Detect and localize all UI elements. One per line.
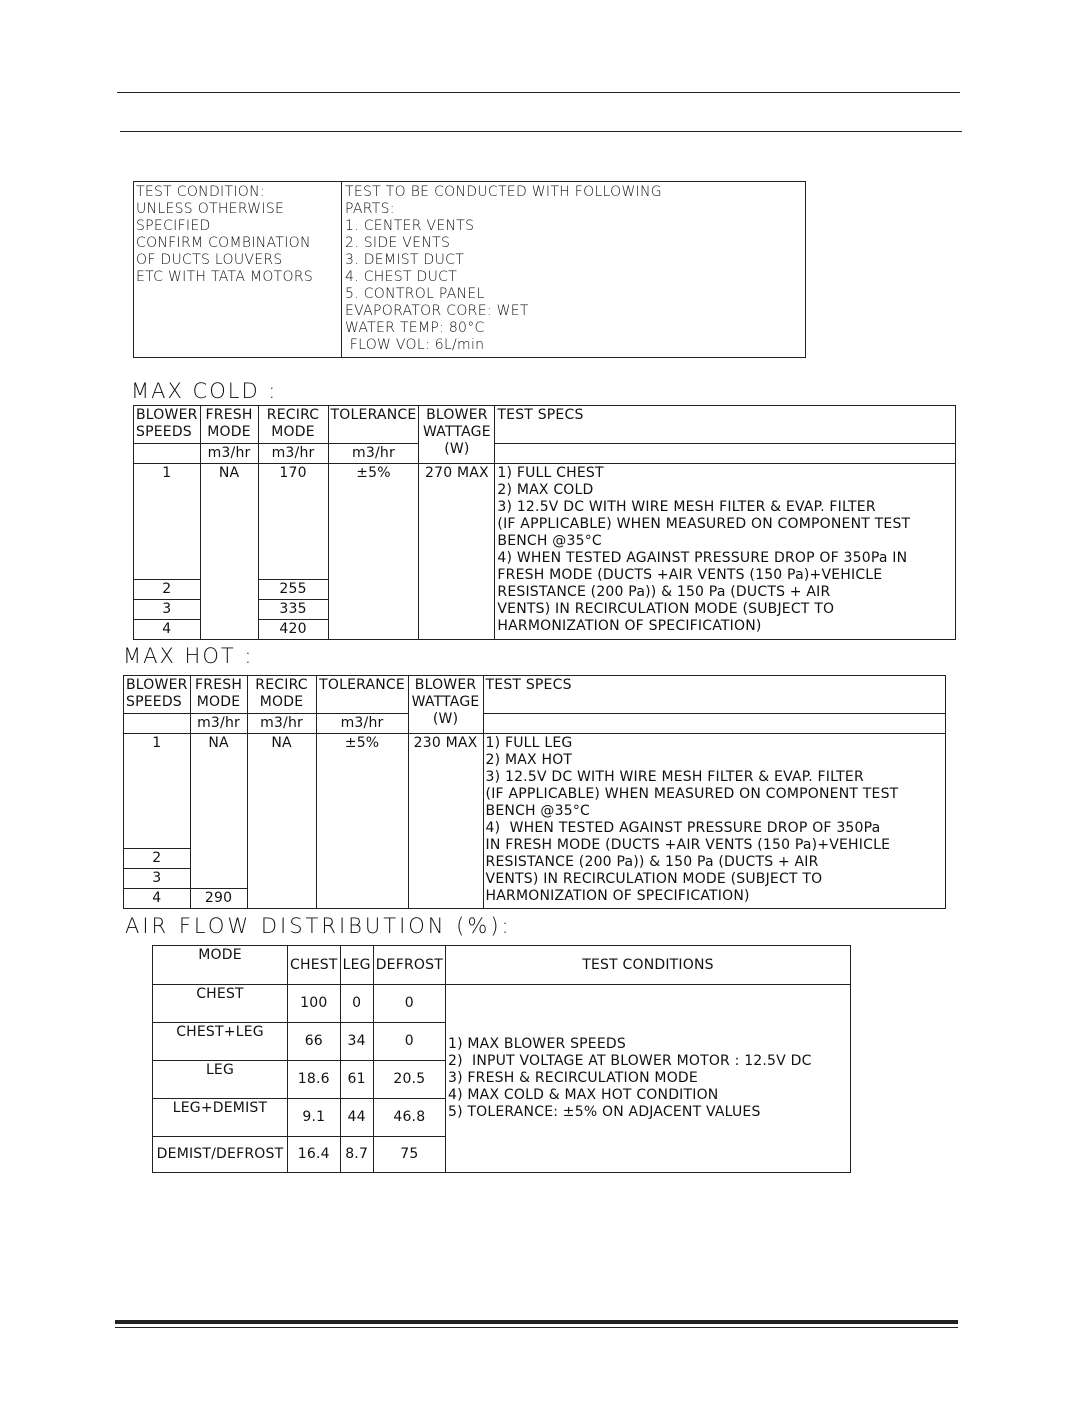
tc-right-line: FLOW VOL: 6L/min	[345, 337, 485, 353]
hot-speed-1: 1	[124, 734, 191, 849]
af-hdr-mode: MODE	[153, 946, 288, 985]
tc-left-line: OF DUCTS LOUVERS	[136, 252, 283, 268]
tc-left-line: ETC WITH TATA MOTORS	[136, 269, 314, 285]
unit-fresh: m3/hr	[200, 444, 258, 464]
hdr-text: FRESH	[195, 677, 243, 693]
hdr-text: (W)	[444, 441, 470, 457]
hot-hdr-test-specs: TEST SPECS	[483, 676, 945, 714]
spec-line: BENCH @35°C	[497, 533, 602, 549]
spec-line: 3) 12.5V DC WITH WIRE MESH FILTER & EVAP. FILTER	[485, 769, 864, 785]
hot-unit-recirc: m3/hr	[247, 714, 316, 734]
spec-line: RESISTANCE (200 Pa)) & 150 Pa (DUCTS + AIR	[485, 854, 819, 870]
condition-line: 3) FRESH & RECIRCULATION MODE	[447, 1070, 698, 1086]
max-cold-table	[133, 405, 956, 640]
cold-speed-3: 3	[134, 600, 201, 620]
hot-hdr-blower-wattage	[408, 676, 483, 734]
condition-line: 1) MAX BLOWER SPEEDS	[447, 1036, 626, 1052]
tc-right-line: 5. CONTROL PANEL	[345, 286, 485, 302]
af-leg-2: 34	[340, 1023, 373, 1061]
tc-right-line: 1. CENTER VENTS	[345, 218, 475, 234]
tc-left-line: UNLESS OTHERWISE	[136, 201, 285, 217]
cold-speed-1: 1	[134, 464, 201, 580]
spec-line: (IF APPLICABLE) WHEN MEASURED ON COMPONENT TEST	[485, 786, 899, 802]
hdr-text: BLOWER	[126, 677, 188, 693]
footer-rule-thick	[115, 1320, 958, 1324]
hdr-text: FRESH	[205, 407, 253, 423]
tc-right-line: 3. DEMIST DUCT	[345, 252, 465, 268]
spec-line: 3) 12.5V DC WITH WIRE MESH FILTER & EVAP. FILTER	[497, 499, 876, 515]
max-hot-title: MAX HOT :	[123, 644, 254, 668]
test-condition-divider	[341, 182, 342, 357]
hdr-test-specs: TEST SPECS	[495, 406, 956, 444]
condition-line: 5) TOLERANCE: ±5% ON ADJACENT VALUES	[447, 1104, 761, 1120]
cold-specs	[495, 464, 956, 640]
hdr-blower-wattage	[419, 406, 495, 464]
unit-specs-blank	[495, 444, 956, 464]
cold-speed-4: 4	[134, 620, 201, 640]
hdr-recirc-mode	[258, 406, 328, 444]
af-defrost-5: 75	[373, 1137, 445, 1173]
hot-speed-4: 4	[124, 889, 191, 909]
af-conditions	[445, 985, 850, 1173]
tc-left-line: CONFIRM COMBINATION	[136, 235, 311, 251]
af-mode-5: DEMIST/DEFROST	[153, 1137, 288, 1173]
hot-hdr-recirc-mode	[247, 676, 316, 714]
hdr-text: MODE	[271, 424, 315, 440]
af-defrost-4: 46.8	[373, 1099, 445, 1137]
hdr-text: MODE	[207, 424, 251, 440]
spec-line: IN FRESH MODE (DUCTS +AIR VENTS (150 Pa)+VEHICLE	[485, 837, 891, 853]
spec-line: 2) MAX HOT	[485, 752, 573, 768]
hot-fresh-4: 290	[190, 889, 247, 909]
hot-hdr-tolerance: TOLERANCE	[316, 676, 408, 714]
hdr-text: RECIRC	[266, 407, 320, 423]
header-rule-top	[117, 92, 960, 93]
af-leg-4: 44	[340, 1099, 373, 1137]
spec-line: (IF APPLICABLE) WHEN MEASURED ON COMPONENT TEST	[497, 516, 911, 532]
spec-line: 4) WHEN TESTED AGAINST PRESSURE DROP OF 350Pa IN	[497, 550, 908, 566]
hot-wattage-1: 230 MAX	[408, 734, 483, 909]
hot-unit-fresh: m3/hr	[190, 714, 247, 734]
test-condition-right	[345, 184, 662, 354]
af-defrost-3: 20.5	[373, 1061, 445, 1099]
unit-recirc: m3/hr	[258, 444, 328, 464]
af-leg-3: 61	[340, 1061, 373, 1099]
spec-line: 1) FULL LEG	[485, 735, 573, 751]
hdr-blower-speeds	[134, 406, 201, 444]
hdr-text: SPEEDS	[126, 694, 182, 710]
spec-line: BENCH @35°C	[485, 803, 591, 819]
hot-unit-specs-blank	[483, 714, 945, 734]
hdr-tolerance: TOLERANCE	[328, 406, 419, 444]
hdr-text: (W)	[432, 711, 459, 727]
hot-specs	[483, 734, 945, 909]
footer-rule-thin	[115, 1327, 958, 1328]
unit-tolerance: m3/hr	[328, 444, 419, 464]
hdr-text: RECIRC	[255, 677, 308, 693]
cold-recirc-2: 255	[258, 580, 328, 600]
spec-line: HARMONIZATION OF SPECIFICATION)	[497, 618, 762, 634]
unit-blank	[134, 444, 201, 464]
cold-recirc-3: 335	[258, 600, 328, 620]
tc-right-line: 4. CHEST DUCT	[345, 269, 458, 285]
cold-tolerance-1: ±5%	[328, 464, 419, 640]
af-hdr-test-conditions: TEST CONDITIONS	[445, 946, 850, 985]
af-chest-5: 16.4	[288, 1137, 341, 1173]
af-chest-1: 100	[288, 985, 341, 1023]
hdr-text: WATTAGE	[423, 424, 491, 440]
max-cold-title: MAX COLD :	[131, 379, 278, 403]
tc-right-line: EVAPORATOR CORE: WET	[345, 303, 529, 319]
af-chest-4: 9.1	[288, 1099, 341, 1137]
hot-speed-3: 3	[124, 869, 191, 889]
hot-fresh-1: NA	[190, 734, 247, 889]
af-leg-1: 0	[340, 985, 373, 1023]
spec-line: 2) MAX COLD	[497, 482, 594, 498]
tc-right-line: 2. SIDE VENTS	[345, 235, 451, 251]
hot-unit-blank	[124, 714, 191, 734]
hot-speed-2: 2	[124, 849, 191, 869]
tc-left-line: SPECIFIED	[136, 218, 211, 234]
spec-line: RESISTANCE (200 Pa)) & 150 Pa (DUCTS + AIR	[497, 584, 831, 600]
hdr-text: WATTAGE	[411, 694, 480, 710]
hdr-fresh-mode	[200, 406, 258, 444]
header-rule-bottom	[120, 131, 962, 132]
af-mode-4: LEG+DEMIST	[153, 1099, 288, 1137]
tc-left-line: TEST CONDITION:	[136, 184, 265, 200]
condition-line: 4) MAX COLD & MAX HOT CONDITION	[447, 1087, 719, 1103]
hot-recirc-1: NA	[247, 734, 316, 909]
test-condition-box	[133, 181, 806, 358]
cold-recirc-4: 420	[258, 620, 328, 640]
af-chest-2: 66	[288, 1023, 341, 1061]
cold-fresh-1: NA	[200, 464, 258, 640]
hot-hdr-blower-speeds	[124, 676, 191, 714]
hdr-text: MODE	[259, 694, 304, 710]
test-condition-left	[136, 184, 313, 286]
af-hdr-leg: LEG	[340, 946, 373, 985]
af-chest-3: 18.6	[288, 1061, 341, 1099]
spec-line: VENTS) IN RECIRCULATION MODE (SUBJECT TO	[497, 601, 835, 617]
hdr-text: MODE	[196, 694, 241, 710]
spec-line: 1) FULL CHEST	[497, 465, 604, 481]
hdr-text: BLOWER	[414, 677, 477, 693]
spec-line: FRESH MODE (DUCTS +AIR VENTS (150 Pa)+VEHICLE	[497, 567, 883, 583]
spec-line: 4) WHEN TESTED AGAINST PRESSURE DROP OF 350Pa	[485, 820, 881, 836]
tc-right-line: WATER TEMP: 80°C	[345, 320, 485, 336]
af-hdr-chest: CHEST	[288, 946, 341, 985]
af-hdr-defrost: DEFROST	[373, 946, 445, 985]
air-flow-table	[152, 945, 851, 1173]
hdr-text: BLOWER	[136, 407, 198, 423]
hdr-text: SPEEDS	[136, 424, 192, 440]
spec-line: HARMONIZATION OF SPECIFICATION)	[485, 888, 750, 904]
max-hot-table	[123, 675, 946, 909]
condition-line: 2) INPUT VOLTAGE AT BLOWER MOTOR : 12.5V DC	[447, 1053, 812, 1069]
af-defrost-2: 0	[373, 1023, 445, 1061]
af-defrost-1: 0	[373, 985, 445, 1023]
hdr-text: BLOWER	[426, 407, 488, 423]
af-mode-2: CHEST+LEG	[153, 1023, 288, 1061]
hot-tolerance-1: ±5%	[316, 734, 408, 909]
hot-hdr-fresh-mode	[190, 676, 247, 714]
tc-right-line: TEST TO BE CONDUCTED WITH FOLLOWING	[345, 184, 662, 200]
air-flow-title: AIR FLOW DISTRIBUTION (%):	[125, 914, 512, 938]
af-mode-3: LEG	[153, 1061, 288, 1099]
af-mode-1: CHEST	[153, 985, 288, 1023]
cold-speed-2: 2	[134, 580, 201, 600]
tc-right-line: PARTS:	[345, 201, 395, 217]
spec-line: VENTS) IN RECIRCULATION MODE (SUBJECT TO	[485, 871, 823, 887]
hot-unit-tolerance: m3/hr	[316, 714, 408, 734]
cold-wattage-1: 270 MAX	[419, 464, 495, 640]
af-leg-5: 8.7	[340, 1137, 373, 1173]
cold-recirc-1: 170	[258, 464, 328, 580]
